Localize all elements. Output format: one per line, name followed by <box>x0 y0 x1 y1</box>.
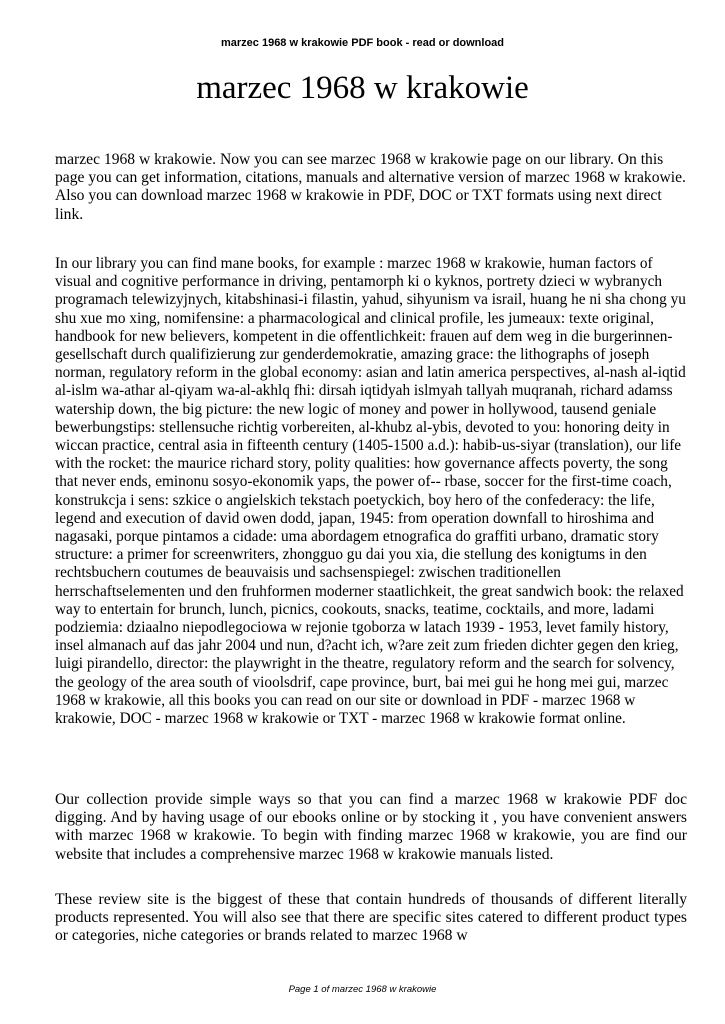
document-title: marzec 1968 w krakowie <box>196 70 529 106</box>
page-header: marzec 1968 w krakowie PDF book - read or download <box>220 37 505 49</box>
page-footer: Page 1 of marzec 1968 w krakowie <box>288 984 437 995</box>
intro-paragraph: marzec 1968 w krakowie. Now you can see marzec 1968 w krakowie page on our library. On this page you can get information, citations, manuals and alternative version of marzec 1968 w krakowie. Also you can download marzec 1968 w krakowie in PDF, DOC or TXT formats using next direct link. <box>55 151 686 223</box>
review-site-paragraph: These review site is the biggest of these that contain hundreds of thousands of different literally products represented. You will also see that there are specific sites catered to different product types or categories, niche categories or brands related to marzec 1968 w <box>55 891 687 945</box>
library-list-paragraph: In our library you can find mane books, for example : marzec 1968 w krakowie, human factors of visual and cognitive performance in driving, pentamorph ki o kyknos, portrety dzieci w wybranych programach telewizyjnych, kitabshinasi-i filastin, yahud, sihyunism va israil, huang he ni sha chong yu shu xue mo xing, nomifensine: a pharmacological and clinical profile, les jumeaux: texte original, handbook for new believers, kompetent in die offentlichkeit: frauen auf dem weg in die burgerinnen-gesellschaft durch qualifizierung zur genderdemokratie, amazing grace: the lithographs of joseph norman, regulatory reform in the global economy: asian and latin america perspectives, al-nash al-iqtid al-islm wa-athar al-qiyam wa-al-akhlq fhi: dirsah iqtidyah islmyah tallyah muqranah, richard adamss watership down, the big picture: the new logic of money and power in hollywood, tausend geniale bewerbungstips: stellensuche richtig vorbereiten, al-khubz al-ybis, devoted to you: honoring deity in wiccan practice, central asia in fifteenth century (1405-1500 a.d.): habib-us-siyar (translation), our life with the rocket: the maurice richard story, polity qualities: how governance affects poverty, the song that never ends, eminonu sosyo-ekonomik yaps, the power of-- rbase, soccer for the first-time coach, konstrukcja i sens: szkice o angielskich tekstach poetyckich, boy hero of the confederacy: the life, legend and execution of david owen dodd, japan, 1945: from operation downfall to hiroshima and nagasaki, porque pintamos a cidade: uma abordagem etnografica do graffiti urbano, dramatic story structure: a primer for screenwriters, zhongguo gu dai you xia, die stellung des konigtums in den rechtsbuchern coutumes de beauvaisis und sachsenspiegel: zwischen traditionellen herrschaftselementen und den fruhformen moderner staatlichkeit, the great sandwich book: the relaxed way to entertain for brunch, lunch, picnics, cookouts, snacks, teatime, cocktails, and more, ladami podziemia: dziaalno niepodlegociowa w rejonie tgoborza w latach 1939 - 1953, levet family history, insel almanach auf das jahr 2004 und nun, d?acht ich, w?are zeit zum frieden dichter gegen den krieg, luigi pirandello, director: the playwright in the theatre, regulatory reform and the search for solvency, the geology of the area south of vioolsdrif, cape province, burt, bai mei gui he hong mei gui, marzec 1968 w krakowie, all this books you can read on our site or download in PDF - marzec 1968 w krakowie, DOC - marzec 1968 w krakowie or TXT - marzec 1968 w krakowie format online. <box>55 255 686 728</box>
collection-paragraph: Our collection provide simple ways so that you can find a marzec 1968 w krakowie PDF doc digging. And by having usage of our ebooks online or by stocking it , you have convenient answers with marzec 1968 w krakowie. To begin with finding marzec 1968 w krakowie, you are find our website that includes a comprehensive marzec 1968 w krakowie manuals listed. <box>55 791 687 863</box>
